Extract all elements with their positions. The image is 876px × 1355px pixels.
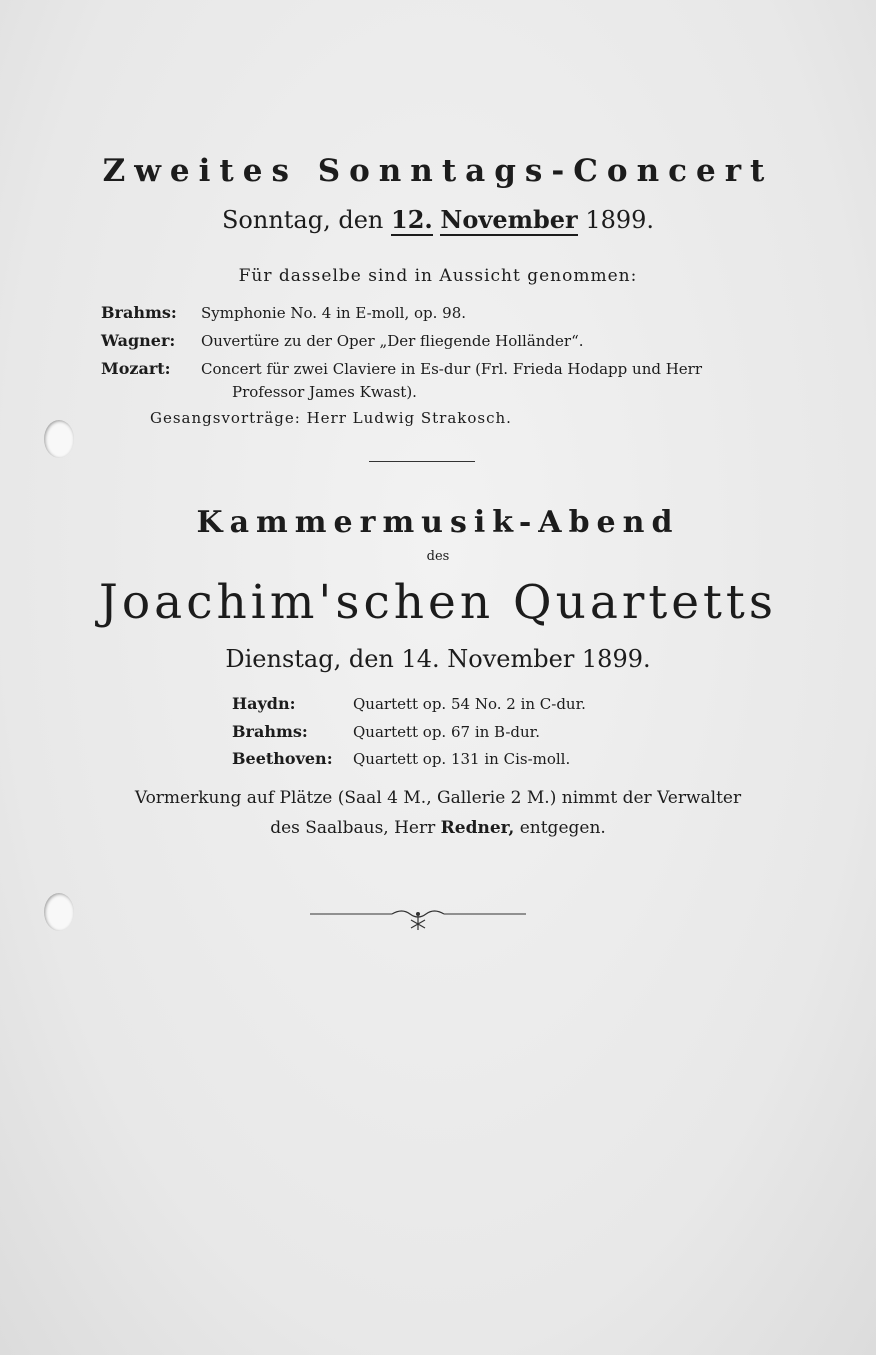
chamber-date: Dienstag, den 14. November 1899. <box>225 645 651 673</box>
booking-suffix: entgegen. <box>519 818 606 838</box>
composer-name: Brahms: <box>101 303 177 322</box>
composer-name: Mozart: <box>101 359 171 378</box>
punch-hole-top <box>44 420 74 458</box>
chamber-title: Kammermusik-Abend <box>196 505 680 540</box>
program-row <box>101 331 584 350</box>
composer-name: Brahms: <box>232 722 308 741</box>
work-title-continued: Professor James Kwast). <box>232 383 417 401</box>
manager-name: Redner, <box>440 818 515 838</box>
concert-date-prefix: Sonntag, den <box>221 206 384 234</box>
composer-name: Haydn: <box>232 694 296 713</box>
work-title: Symphonie No. 4 in E-moll, op. 98. <box>201 304 467 322</box>
concert-date-year: 1899. <box>585 206 655 234</box>
program-row <box>101 303 466 322</box>
composer-name: Wagner: <box>101 331 176 350</box>
work-title: Quartett op. 54 No. 2 in C-dur. <box>353 695 586 713</box>
work-title: Quartett op. 131 in Cis-moll. <box>353 750 571 768</box>
ornament-divider-icon <box>310 900 526 936</box>
punch-hole-bottom <box>44 893 74 931</box>
quartet-row <box>232 749 570 768</box>
booking-line-1: Vormerkung auf Plätze (Saal 4 M., Gallerie 2 M.) nimmt der Verwalter <box>134 788 742 808</box>
concert-date <box>0 205 876 234</box>
composer-name: Beethoven: <box>232 749 333 768</box>
booking-prefix: des Saalbaus, Herr <box>270 818 436 838</box>
vocal-performance: Gesangsvorträge: Herr Ludwig Strakosch. <box>150 409 512 427</box>
section-divider <box>369 461 475 462</box>
quartet-row <box>232 722 540 741</box>
concert-date-month: November <box>440 205 578 234</box>
quartet-row <box>232 694 586 713</box>
program-row <box>101 359 702 378</box>
booking-line-2 <box>0 818 876 838</box>
ensemble-name: Joachim'schen Quartetts <box>99 575 777 630</box>
concert-intro: Für dasselbe sind in Aussicht genommen: <box>238 266 638 286</box>
chamber-des: des <box>426 549 450 564</box>
concert-date-day: 12. <box>391 205 433 234</box>
work-title: Quartett op. 67 in B-dur. <box>353 723 540 741</box>
concert-title: Zweites Sonntags-Concert <box>102 153 774 189</box>
work-title: Concert für zwei Claviere in Es-dur (Frl. Frieda Hodapp und Herr <box>201 360 703 378</box>
work-title: Ouvertüre zu der Oper „Der fliegende Holländer“. <box>201 332 584 350</box>
